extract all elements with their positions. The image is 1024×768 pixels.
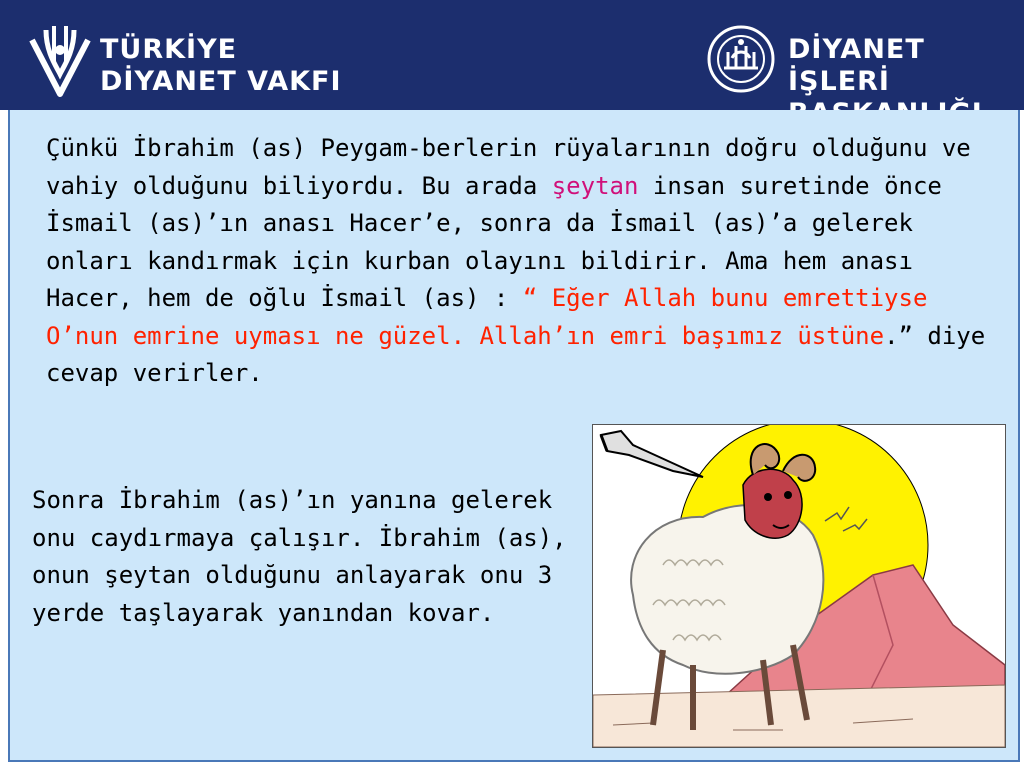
ram-illustration bbox=[592, 424, 1006, 748]
highlight-quote: “ Eğer Allah bunu emrettiyse O’nun emrine uyması ne güzel. Allah’ın emri başımız üstüne bbox=[46, 284, 928, 350]
diyanet-isleri-baskanligi-seal-icon bbox=[706, 24, 776, 94]
main-paragraph bbox=[46, 130, 986, 393]
main-text-part2: insan suretinde önce İsmail (as)’ın anası Hacer’e, sonra da İsmail (as)’a gelerek onları kandırmak için kurban olayını bildirir. Ama hem anası Hacer, hem de oğlu İsmail (as) : bbox=[46, 171, 942, 312]
left-logo-line1: TÜRKİYE bbox=[100, 34, 238, 65]
main-text-part3: .” diye cevap verirler. bbox=[46, 321, 986, 387]
left-logo-text bbox=[100, 34, 342, 98]
highlight-seytan: şeytan bbox=[551, 171, 639, 200]
side-paragraph: Sonra İbrahim (as)’ın yanına gelerek onu caydırmaya çalışır. İbrahim (as), onun şeytan olduğunu anlayarak onu 3 yerde taşlayarak yanından kovar. bbox=[32, 486, 567, 627]
right-logo-line1: DİYANET İŞLERİ bbox=[788, 34, 925, 97]
turkiye-diyanet-vakfi-logo-icon bbox=[26, 22, 94, 98]
left-logo-line2: DİYANET VAKFI bbox=[100, 66, 342, 97]
header-banner bbox=[0, 0, 1024, 110]
ram-sacrifice-image-icon bbox=[593, 425, 1005, 747]
main-text-part1: Çünkü İbrahim (as) Peygam-berlerin rüyalarının doğru olduğunu ve vahiy olduğunu biliyordu. Bu arada bbox=[46, 134, 971, 200]
